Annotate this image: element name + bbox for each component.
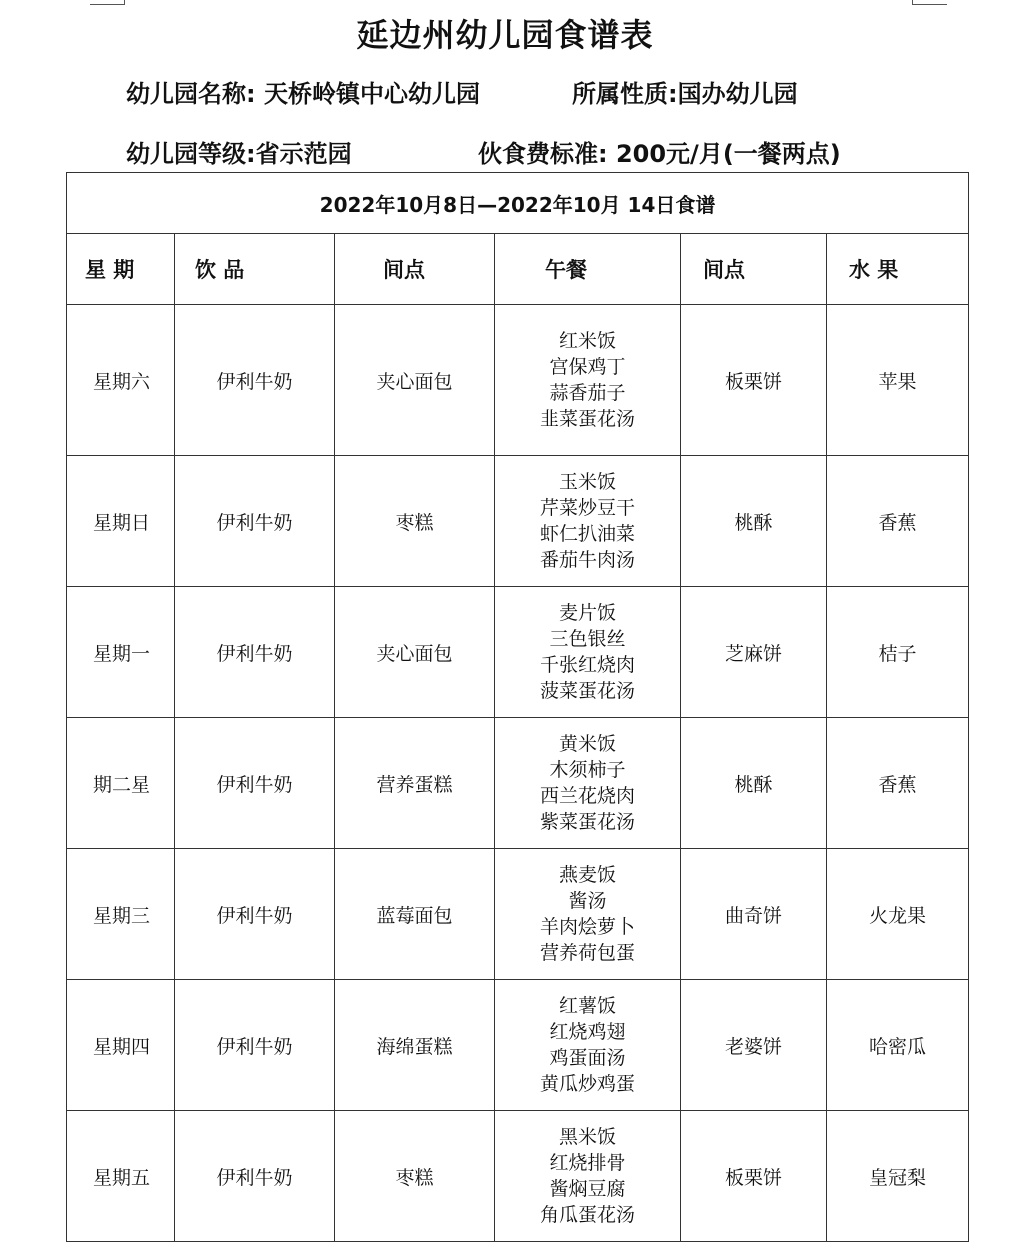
table-row <box>67 1111 969 1242</box>
table-row <box>67 849 969 980</box>
lunch-dish: 角瓜蛋花汤 <box>539 1204 635 1226</box>
lunch-dish: 宫保鸡丁 <box>549 356 626 378</box>
lunch-dish: 酱汤 <box>568 890 607 912</box>
day-cell: 星期四 <box>67 980 175 1111</box>
snack-1-cell: 夹心面包 <box>335 587 495 718</box>
column-header-drink: 饮 品 <box>175 234 335 305</box>
lunch-dish: 虾仁扒油菜 <box>539 523 635 545</box>
snack-1-cell: 营养蛋糕 <box>335 718 495 849</box>
lunch-dish: 紫菜蛋花汤 <box>539 811 635 833</box>
drink-cell: 伊利牛奶 <box>175 1111 335 1242</box>
column-header-snack-1: 间点 <box>335 234 495 305</box>
column-header-day: 星 期 <box>67 234 175 305</box>
lunch-dish: 红米饭 <box>558 330 616 352</box>
lunch-dish: 三色银丝 <box>549 628 626 650</box>
meal-fee-standard: 伙食费标准: 200元/月(一餐两点) <box>478 140 841 168</box>
table-row <box>67 980 969 1111</box>
lunch-cell <box>495 456 681 587</box>
snack-1-cell: 海绵蛋糕 <box>335 980 495 1111</box>
drink-cell: 伊利牛奶 <box>175 849 335 980</box>
fruit-cell: 火龙果 <box>827 849 969 980</box>
table-row <box>67 456 969 587</box>
menu-table <box>66 172 969 1242</box>
lunch-dish: 鸡蛋面汤 <box>549 1047 626 1069</box>
snack-1-cell: 枣糕 <box>335 456 495 587</box>
column-header-snack-2: 间点 <box>681 234 827 305</box>
kindergarten-level: 幼儿园等级:省示范园 <box>126 140 352 168</box>
lunch-cell <box>495 1111 681 1242</box>
lunch-dish: 千张红烧肉 <box>539 654 635 676</box>
lunch-dish: 营养荷包蛋 <box>539 942 635 964</box>
lunch-dish: 红烧鸡翅 <box>549 1021 626 1043</box>
lunch-dish: 番茄牛肉汤 <box>539 549 635 571</box>
corner-mark-right <box>912 0 947 5</box>
snack-2-cell: 曲奇饼 <box>681 849 827 980</box>
lunch-cell <box>495 849 681 980</box>
fruit-cell: 桔子 <box>827 587 969 718</box>
corner-mark-left <box>90 0 125 5</box>
kindergarten-nature: 所属性质:国办幼儿园 <box>572 80 798 108</box>
table-row <box>67 587 969 718</box>
date-range-header: 2022年10月8日—2022年10月 14日食谱 <box>67 173 969 234</box>
drink-cell: 伊利牛奶 <box>175 456 335 587</box>
lunch-dish: 羊肉烩萝卜 <box>539 916 635 938</box>
lunch-dish: 红薯饭 <box>558 995 616 1017</box>
lunch-dish: 酱焖豆腐 <box>549 1178 626 1200</box>
lunch-dish: 蒜香茄子 <box>549 382 626 404</box>
lunch-cell <box>495 980 681 1111</box>
lunch-dish: 黑米饭 <box>558 1126 616 1148</box>
day-cell: 期二星 <box>67 718 175 849</box>
fruit-cell: 香蕉 <box>827 456 969 587</box>
lunch-dish: 麦片饭 <box>558 602 616 624</box>
day-cell: 星期一 <box>67 587 175 718</box>
fruit-cell: 香蕉 <box>827 718 969 849</box>
lunch-dish: 西兰花烧肉 <box>539 785 635 807</box>
table-row <box>67 305 969 456</box>
column-header-lunch: 午餐 <box>495 234 681 305</box>
fruit-cell: 苹果 <box>827 305 969 456</box>
lunch-cell <box>495 587 681 718</box>
snack-2-cell: 板栗饼 <box>681 1111 827 1242</box>
fruit-cell: 皇冠梨 <box>827 1111 969 1242</box>
lunch-dish: 菠菜蛋花汤 <box>539 680 635 702</box>
drink-cell: 伊利牛奶 <box>175 718 335 849</box>
lunch-dish: 红烧排骨 <box>549 1152 626 1174</box>
lunch-dish: 韭菜蛋花汤 <box>539 408 635 430</box>
snack-2-cell: 老婆饼 <box>681 980 827 1111</box>
day-cell: 星期五 <box>67 1111 175 1242</box>
lunch-cell <box>495 718 681 849</box>
lunch-cell <box>495 305 681 456</box>
lunch-dish: 黄米饭 <box>558 733 616 755</box>
fruit-cell: 哈密瓜 <box>827 980 969 1111</box>
drink-cell: 伊利牛奶 <box>175 980 335 1111</box>
snack-1-cell: 蓝莓面包 <box>335 849 495 980</box>
drink-cell: 伊利牛奶 <box>175 305 335 456</box>
day-cell: 星期日 <box>67 456 175 587</box>
day-cell: 星期六 <box>67 305 175 456</box>
day-cell: 星期三 <box>67 849 175 980</box>
snack-1-cell: 枣糕 <box>335 1111 495 1242</box>
snack-2-cell: 桃酥 <box>681 456 827 587</box>
snack-2-cell: 板栗饼 <box>681 305 827 456</box>
column-header-fruit: 水 果 <box>827 234 969 305</box>
header-row <box>67 234 969 305</box>
snack-2-cell: 芝麻饼 <box>681 587 827 718</box>
lunch-dish: 芹菜炒豆干 <box>539 497 635 519</box>
snack-1-cell: 夹心面包 <box>335 305 495 456</box>
table-row <box>67 718 969 849</box>
kindergarten-name: 幼儿园名称: 天桥岭镇中心幼儿园 <box>126 80 480 108</box>
lunch-dish: 黄瓜炒鸡蛋 <box>539 1073 635 1095</box>
snack-2-cell: 桃酥 <box>681 718 827 849</box>
page-title: 延边州幼儿园食谱表 <box>356 16 654 54</box>
lunch-dish: 燕麦饭 <box>558 864 616 886</box>
lunch-dish: 玉米饭 <box>558 471 616 493</box>
drink-cell: 伊利牛奶 <box>175 587 335 718</box>
lunch-dish: 木须柿子 <box>549 759 626 781</box>
